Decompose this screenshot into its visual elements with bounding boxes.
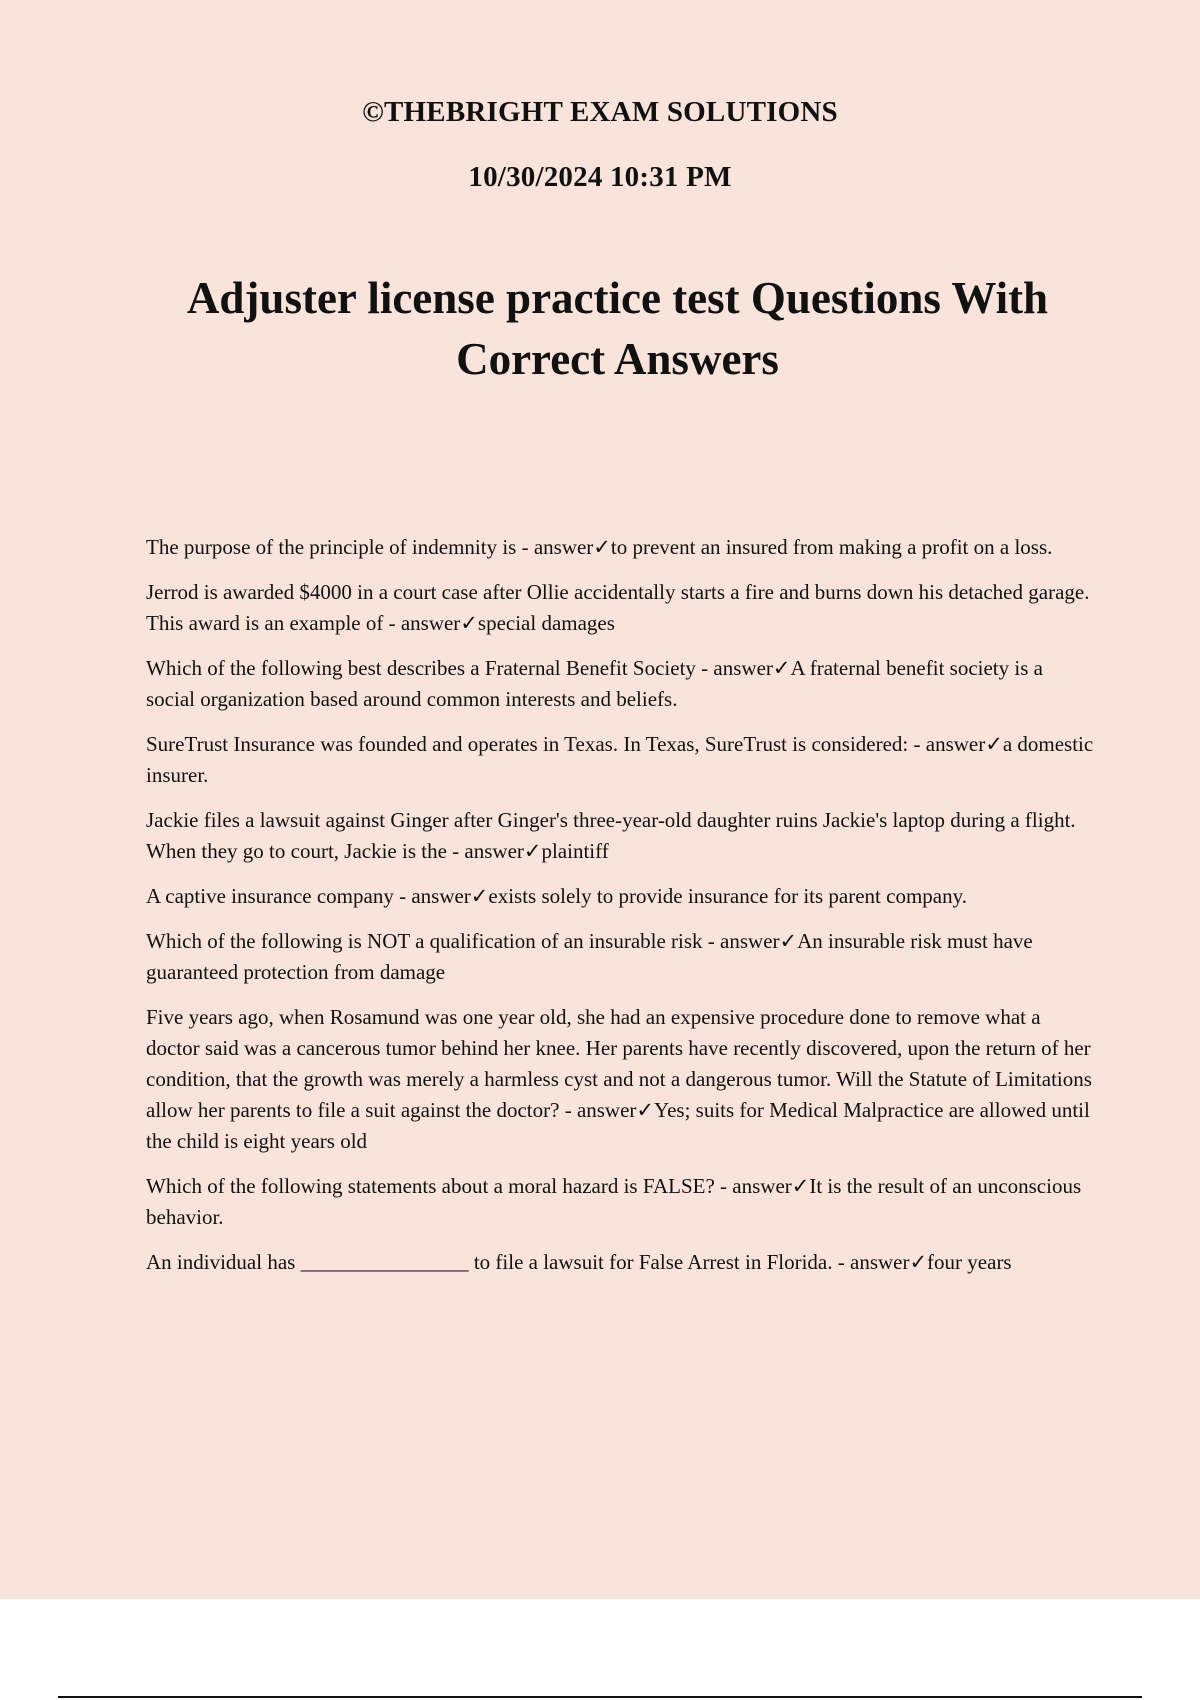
qa-list — [146, 532, 1096, 1292]
footer-divider — [58, 1696, 1142, 1698]
header-datetime: 10/30/2024 10:31 PM — [468, 161, 732, 193]
qa-item: Jerrod is awarded $4000 in a court case after Ollie accidentally starts a fire and burns down his detached garage. This award is an example of - answer✓special damages — [146, 580, 1090, 635]
header-company: ©THEBRIGHT EXAM SOLUTIONS — [362, 96, 838, 128]
qa-item: The purpose of the principle of indemnity is - answer✓to prevent an insured from making a profit on a loss. — [146, 535, 1053, 559]
qa-item: Which of the following statements about a moral hazard is FALSE? - answer✓It is the result of an unconscious behavior. — [146, 1174, 1082, 1229]
qa-item: A captive insurance company - answer✓exists solely to provide insurance for its parent company. — [146, 884, 967, 908]
document-title: Adjuster license practice test Questions With Correct Answers — [186, 273, 1049, 384]
qa-item: Which of the following best describes a Fraternal Benefit Society - answer✓A fraternal benefit society is a social organization based around common interests and beliefs. — [146, 656, 1043, 711]
qa-item: Which of the following is NOT a qualification of an insurable risk - answer✓An insurable risk must have guaranteed protection from damage — [146, 929, 1033, 984]
qa-item: Jackie files a lawsuit against Ginger after Ginger's three-year-old daughter ruins Jackie's laptop during a flight. When they go to court, Jackie is the - answer✓plaintiff — [146, 808, 1076, 863]
qa-item: Five years ago, when Rosamund was one year old, she had an expensive procedure done to remove what a doctor said was a cancerous tumor behind her knee. Her parents have recently discovered, upon the return of her condition, that the growth was merely a harmless cyst and not a dangerous tumor. Will the Statute of Limitations allow her parents to file a suit against the doctor? - answer✓Yes; suits for Medical Malpractice are allowed until the child is eight years old — [146, 1005, 1092, 1153]
qa-item: SureTrust Insurance was founded and operates in Texas. In Texas, SureTrust is considered: - answer✓a domestic insurer. — [146, 732, 1094, 787]
qa-item: An individual has ________________ to file a lawsuit for False Arrest in Florida. - answer✓four years — [146, 1250, 1012, 1274]
